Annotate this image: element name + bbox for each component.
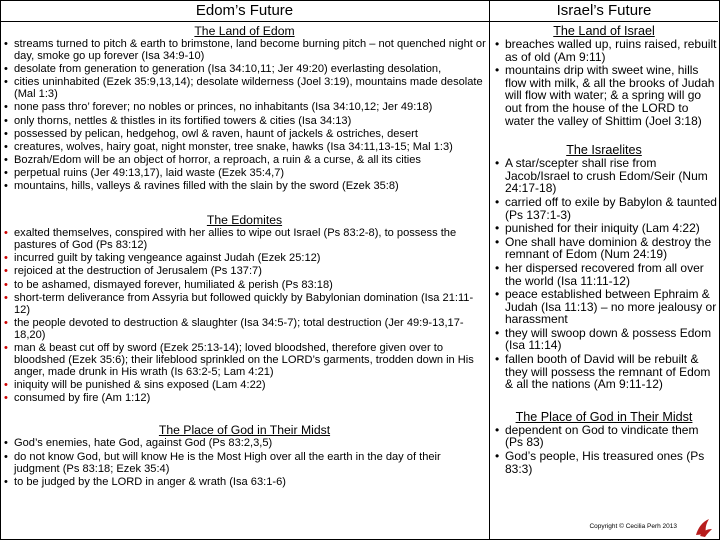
list-item: • cities uninhabited (Ezek 35:9,13,14); desolate wilderness (Joel 3:19), mountains made desolate (Mal 1:3) bbox=[0, 76, 489, 100]
edom-column bbox=[0, 22, 490, 540]
author-logo-icon bbox=[692, 516, 714, 538]
list-item: • Bozrah/Edom will be an object of horror, a reproach, a ruin & a curse, & all its cities bbox=[0, 154, 489, 166]
land-of-israel-heading: The Land of Israel bbox=[553, 24, 655, 38]
copyright-notice: Copyright © Cecilia Perh 2013 bbox=[589, 523, 677, 530]
list-item: • short-term deliverance from Assyria but followed quickly by Babylonian domination (Isa 21:11-12) bbox=[0, 292, 489, 316]
list-item: • iniquity will be punished & sins exposed (Lam 4:22) bbox=[0, 379, 489, 391]
list-item: • mountains, hills, valleys & ravines filled with the slain by the sword (Ezek 35:8) bbox=[0, 180, 489, 192]
list-item: • do not know God, but will know He is the Most High over all the earth in the day of their judgment (Ps 83:18; Ezek 35:4) bbox=[0, 451, 489, 475]
list-item: • peace established between Ephraim & Judah (Isa 11:13) – no more jealousy or harassment bbox=[490, 288, 718, 326]
list-item: • consumed by fire (Am 1:12) bbox=[0, 392, 489, 404]
list-item: • to be judged by the LORD in anger & wrath (Isa 63:1-6) bbox=[0, 476, 489, 488]
header-israels-future: Israel’s Future bbox=[556, 2, 652, 19]
list-item: • only thorns, nettles & thistles in its fortified towers & cities (Isa 34:13) bbox=[0, 115, 489, 127]
place-of-god-edom-list bbox=[0, 437, 489, 487]
list-item: • dependent on God to vindicate them (Ps 83) bbox=[490, 424, 718, 449]
list-item: • creatures, wolves, hairy goat, night monster, tree snake, hawks (Isa 34:11,13-15; Mal 1:3) bbox=[0, 141, 489, 153]
place-of-god-israel-list bbox=[490, 424, 718, 475]
edomites-heading: The Edomites bbox=[206, 213, 283, 228]
list-item: • God’s people, His treasured ones (Ps 83:3) bbox=[490, 450, 718, 475]
israelites-heading: The Israelites bbox=[566, 143, 642, 158]
header-edoms-future: Edom’s Future bbox=[0, 0, 490, 21]
list-item: • A star/scepter shall rise from Jacob/Israel to crush Edom/Seir (Num 24:17-18) bbox=[490, 157, 718, 195]
list-item: • fallen booth of David will be rebuilt & they will possess the remnant of Edom & all the nations (Am 9:11-12) bbox=[490, 353, 718, 391]
list-item: • incurred guilt by taking vengeance against Judah (Ezek 25:12) bbox=[0, 252, 489, 264]
list-item: • man & beast cut off by sword (Ezek 25:13-14); loved bloodshed, therefore given over to bloodshed (Ezek 35:6); their lifeblood sprinkled on the LORD’s garments, trodden down in His anger, made drunk in His wrath (Is 63:2-5; Lam 4:21) bbox=[0, 342, 489, 378]
place-of-god-israel-heading: The Place of God in Their Midst bbox=[515, 409, 693, 424]
list-item: • breaches walled up, ruins raised, rebuilt as of old (Am 9:11) bbox=[490, 38, 718, 63]
list-item: • perpetual ruins (Jer 49:13,17), laid waste (Ezek 35:4,7) bbox=[0, 167, 489, 179]
list-item: • none pass thro’ forever; no nobles or princes, no inhabitants (Isa 34:10,12; Jer 49:18) bbox=[0, 101, 489, 113]
list-item: • mountains drip with sweet wine, hills flow with milk, & all the brooks of Judah will flow with water; & a spring will go out from the house of the LORD to water the valley of Shittim (Joel 3:18) bbox=[490, 64, 718, 127]
list-item: • carried off to exile by Babylon & taunted (Ps 137:1-3) bbox=[490, 196, 718, 221]
list-item: • desolate from generation to generation (Isa 34:10,11; Jer 49:20) everlasting desolation, bbox=[0, 63, 489, 75]
land-of-edom-heading: The Land of Edom bbox=[194, 24, 295, 38]
header-row bbox=[0, 0, 718, 22]
list-item: • rejoiced at the destruction of Jerusalem (Ps 137:7) bbox=[0, 265, 489, 277]
list-item: • possessed by pelican, hedgehog, owl & raven, haunt of jackels & ostriches, desert bbox=[0, 128, 489, 140]
list-item: • exalted themselves, conspired with her allies to wipe out Israel (Ps 83:2-8), to possess the pastures of God (Ps 83:12) bbox=[0, 227, 489, 251]
list-item: • to be ashamed, dismayed forever, humiliated & perish (Ps 83:18) bbox=[0, 279, 489, 291]
list-item: • the people devoted to destruction & slaughter (Isa 34:5-7); total destruction (Jer 49:9-13,17-18,20) bbox=[0, 317, 489, 341]
list-item: • One shall have dominion & destroy the remnant of Edom (Num 24:19) bbox=[490, 236, 718, 261]
edomites-list bbox=[0, 227, 489, 404]
list-item: • God’s enemies, hate God, against God (Ps 83:2,3,5) bbox=[0, 437, 489, 449]
israelites-list bbox=[490, 157, 718, 391]
list-item: • her dispersed recovered from all over the world (Isa 11:11-12) bbox=[490, 262, 718, 287]
land-of-israel-list bbox=[490, 38, 718, 127]
list-item: • streams turned to pitch & earth to brimstone, land become burning pitch – not quenched night or day, smoke go up forever (Isa 34:9-10) bbox=[0, 38, 489, 62]
place-of-god-edom-heading: The Place of God in Their Midst bbox=[158, 423, 331, 438]
list-item: • they will swoop down & possess Edom (Isa 11:14) bbox=[490, 327, 718, 352]
list-item: • punished for their iniquity (Lam 4:22) bbox=[490, 222, 718, 235]
land-of-edom-list bbox=[0, 38, 489, 192]
israel-column bbox=[490, 22, 718, 540]
